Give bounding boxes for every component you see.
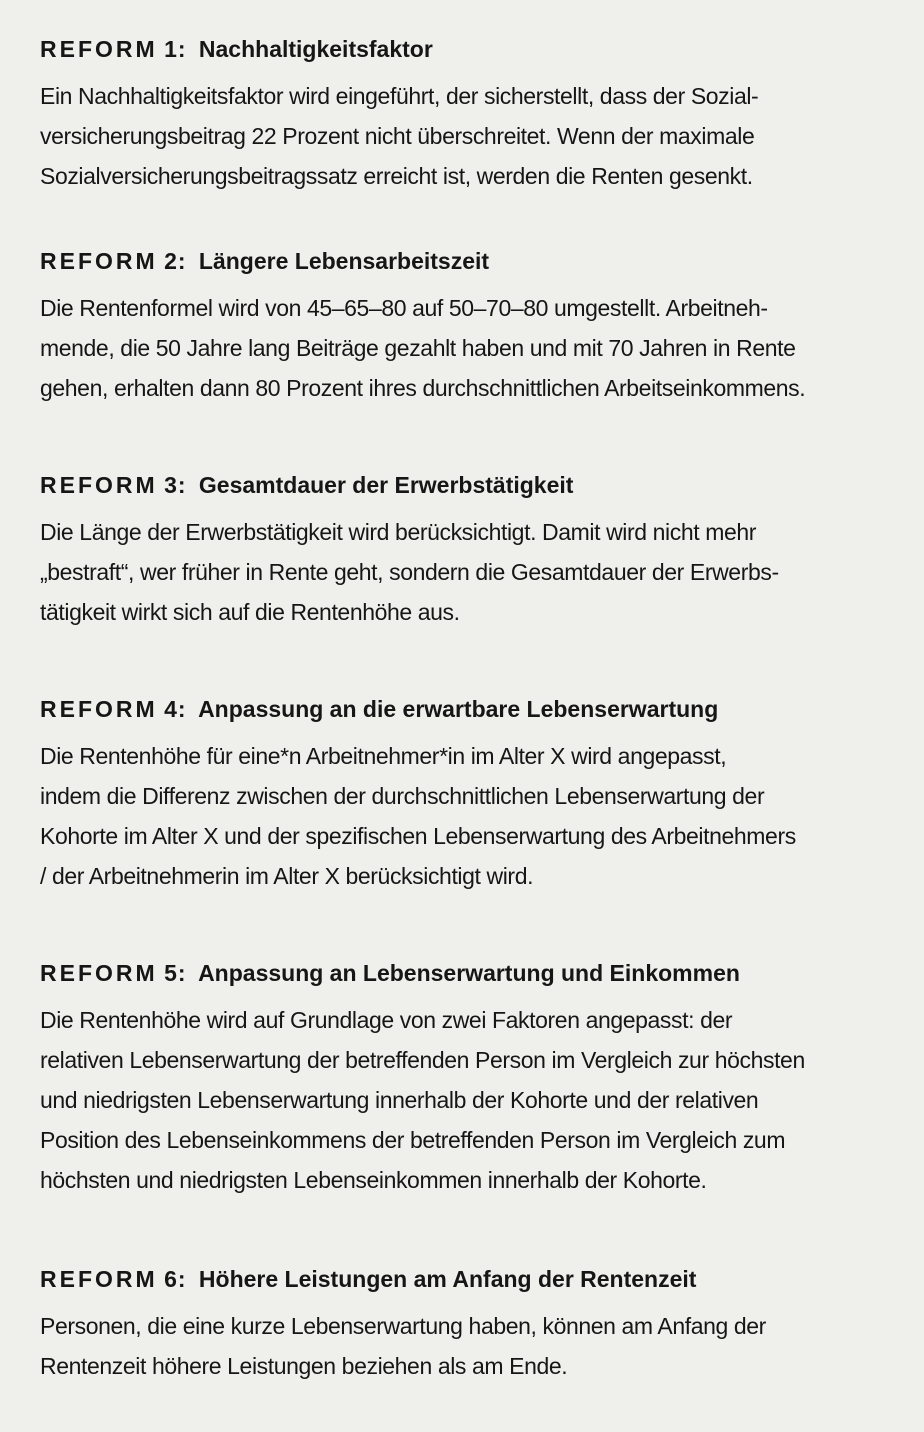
description-line: Die Rentenhöhe für eine*n Arbeitnehmer*in im Alter X wird angepasst,: [40, 743, 727, 769]
reform-section-2: [40, 244, 916, 408]
reform-label: REFORM: [40, 472, 158, 498]
description-line: indem die Differenz zwischen der durchschnittlichen Lebenserwartung der: [40, 783, 765, 809]
reform-title: Gesamtdauer der Erwerbstätigkeit: [198, 472, 574, 498]
reform-heading: [40, 1262, 916, 1296]
description-line: Die Länge der Erwerbstätigkeit wird berücksichtigt. Damit wird nicht mehr: [40, 519, 757, 545]
reform-description: [40, 76, 916, 196]
reform-number: 4:: [164, 696, 187, 722]
reform-number: 5:: [164, 960, 187, 986]
description-line: versicherungsbeitrag 22 Prozent nicht überschreitet. Wenn der maximale: [40, 123, 755, 149]
reform-heading: [40, 692, 916, 726]
reform-label: REFORM: [40, 248, 158, 274]
reform-number: 2:: [164, 248, 187, 274]
reform-number: 6:: [164, 1266, 187, 1292]
description-line: Sozialversicherungsbeitragssatz erreicht ist, werden die Renten gesenkt.: [40, 163, 753, 189]
description-line: Die Rentenformel wird von 45–65–80 auf 50–70–80 umgestellt. Arbeitneh-: [40, 295, 768, 321]
reform-title: Nachhaltigkeitsfaktor: [198, 36, 433, 62]
description-line: Personen, die eine kurze Lebenserwartung haben, können am Anfang der: [40, 1313, 766, 1339]
reform-label: REFORM: [40, 1266, 158, 1292]
reform-title: Längere Lebensarbeitszeit: [198, 248, 490, 274]
reform-label: REFORM: [40, 36, 158, 62]
description-line: / der Arbeitnehmerin im Alter X berücksichtigt wird.: [40, 863, 534, 889]
reform-title: Anpassung an Lebenserwartung und Einkommen: [198, 960, 740, 986]
description-line: Die Rentenhöhe wird auf Grundlage von zwei Faktoren angepasst: der: [40, 1007, 733, 1033]
description-line: gehen, erhalten dann 80 Prozent ihres durchschnittlichen Arbeitseinkommens.: [40, 375, 806, 401]
reform-heading: [40, 32, 916, 66]
reform-heading: [40, 244, 916, 278]
reform-number: 1:: [164, 36, 187, 62]
description-line: Kohorte im Alter X und der spezifischen Lebenserwartung des Arbeitnehmers: [40, 823, 796, 849]
description-line: höchsten und niedrigsten Lebenseinkommen innerhalb der Kohorte.: [40, 1167, 707, 1193]
reform-section-6: [40, 1262, 916, 1386]
description-line: mende, die 50 Jahre lang Beiträge gezahlt haben und mit 70 Jahren in Rente: [40, 335, 796, 361]
description-line: tätigkeit wirkt sich auf die Rentenhöhe aus.: [40, 599, 460, 625]
reform-number: 3:: [164, 472, 187, 498]
description-line: Rentenzeit höhere Leistungen beziehen als am Ende.: [40, 1353, 568, 1379]
description-line: relativen Lebenserwartung der betreffenden Person im Vergleich zur höchsten: [40, 1047, 805, 1073]
reform-title: Höhere Leistungen am Anfang der Rentenzeit: [198, 1266, 697, 1292]
description-line: Ein Nachhaltigkeitsfaktor wird eingeführt, der sicherstellt, dass der Sozial-: [40, 83, 759, 109]
description-line: „bestraft“, wer früher in Rente geht, sondern die Gesamtdauer der Erwerbs-: [40, 559, 779, 585]
reform-heading: [40, 956, 916, 990]
reform-description: [40, 288, 916, 408]
reform-section-4: [40, 692, 916, 896]
description-line: und niedrigsten Lebenserwartung innerhalb der Kohorte und der relativen: [40, 1087, 759, 1113]
reform-section-1: [40, 32, 916, 196]
reform-label: REFORM: [40, 696, 158, 722]
reform-description: [40, 512, 916, 632]
description-line: Position des Lebenseinkommens der betreffenden Person im Vergleich zum: [40, 1127, 786, 1153]
reform-description: [40, 1306, 916, 1386]
reform-description: [40, 736, 916, 896]
reform-label: REFORM: [40, 960, 158, 986]
reform-section-5: [40, 956, 916, 1200]
reform-title: Anpassung an die erwartbare Lebenserwartung: [198, 696, 719, 722]
reform-section-3: [40, 468, 916, 632]
reform-description: [40, 1000, 916, 1200]
reform-heading: [40, 468, 916, 502]
